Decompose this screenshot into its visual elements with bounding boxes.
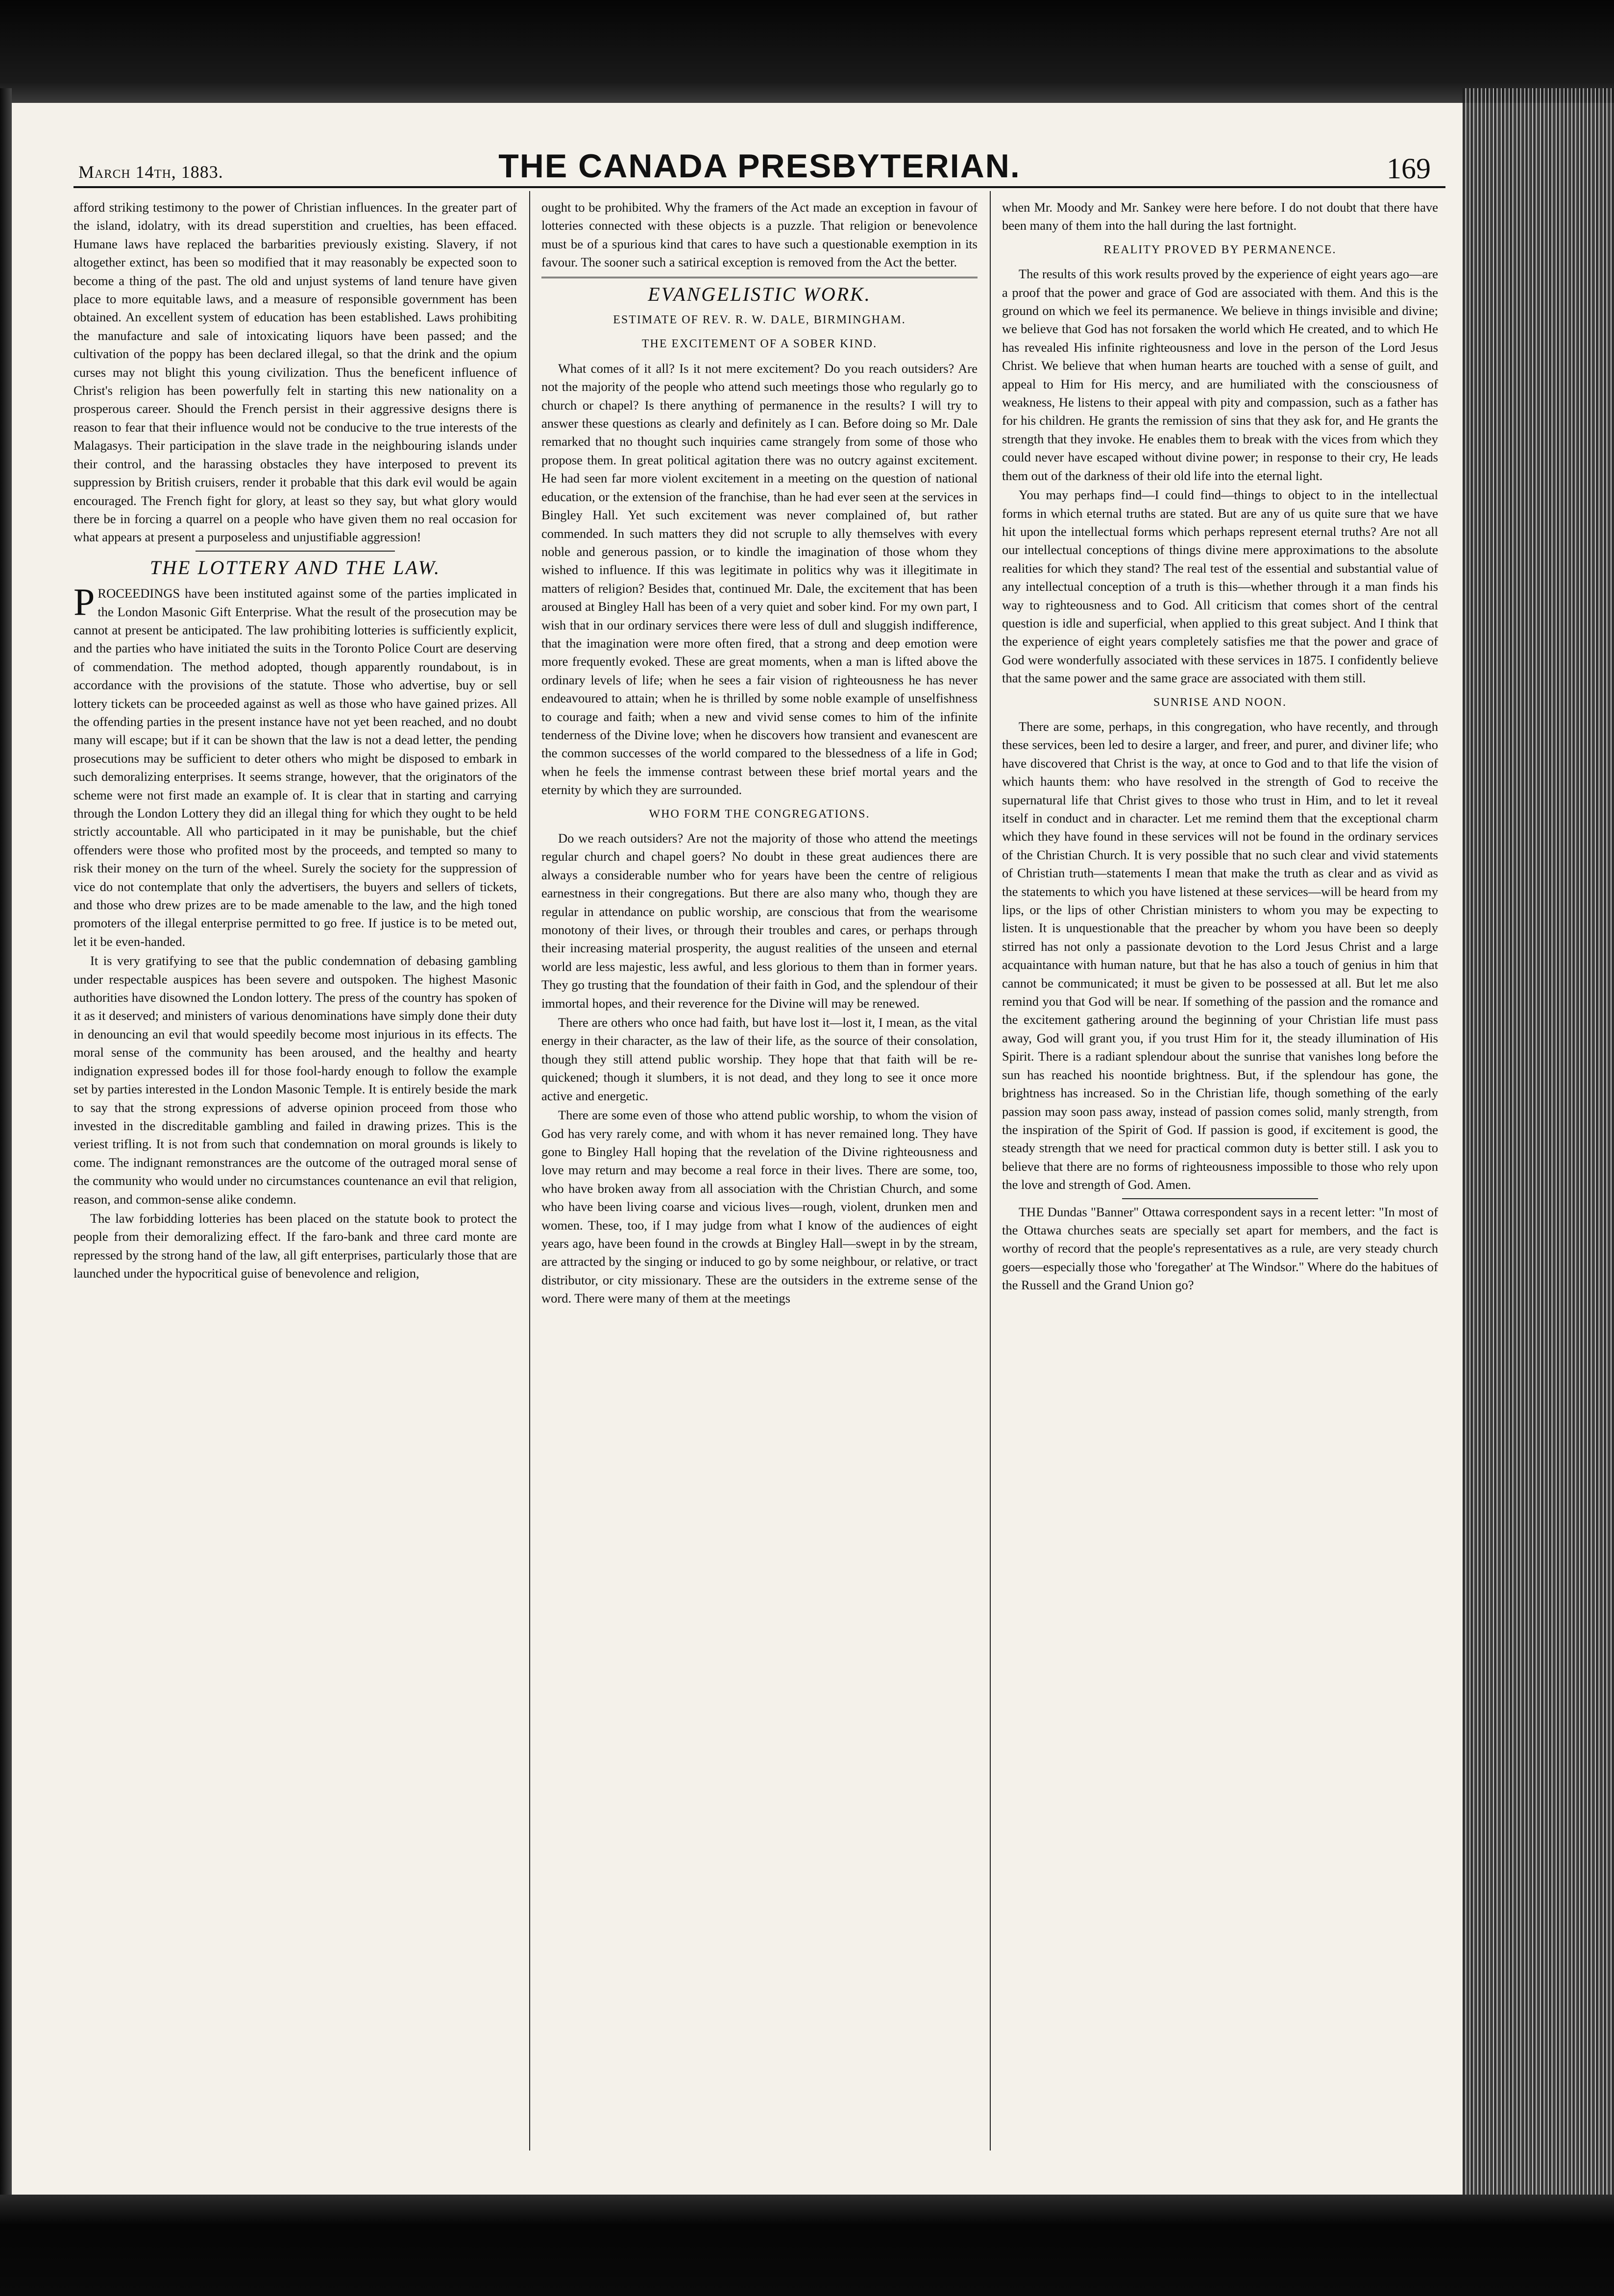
article-paragraph: The results of this work results proved by the experience of eight years ago—are a proof that the power and grace of God are associated with them. And this is the ground on which we feel its permanence. We believe in things invisible and divine; we believe that God has not forsaken the world which He created, and to which He has revealed His infinite righteousness and love in the person of the Lord Jesus Christ. We believe that when human hearts are touched with a sense of guilt, and appeal to Him for His mercy, and are humiliated with the consciousness of weakness, He listens to their appeal with pity and compassion, such as a father has for his children. He grants the remission of sins that they ask for, and He grants the strength that they invoke. He enables them to break with the vices from which they could never have escaped without divine power; in response to their cry, He leads them out of the darkness of their old life into the eternal light.: [1002, 266, 1438, 483]
scan-border-bottom: [0, 2195, 1614, 2296]
column-3: [1002, 198, 1438, 2168]
section-subheading: THE EXCITEMENT OF A SOBER KIND.: [641, 338, 878, 351]
newspaper-page: [73, 118, 1445, 2185]
article-paragraph: What comes of it all? Is it not mere excitement? Do you reach outsiders? Are not the majority of the people who attend such meetings those who regularly go to church or chapel? Is there anything of permanence in the results? I will try to answer these questions as clearly and definitely as I can. Before doing so Mr. Dale remarked that no thought such inquiries came strangely from some of those who propose them. In great political agitation there was no outcry against excitement. He had seen far more violent excitement in a meeting on the question of national education, or the extension of the franchise, than he had ever seen at the services in Bingley Hall. Yet such excitement was never complained of, but rather commended. In such matters they did not scruple to ally themselves with every noble and generous passion, or to kindle the imagination of those whom they wished to influence. If this was legitimate in politics why was it illegitimate in matters of religion? Besides that, continued Mr. Dale, the excitement that has been aroused at Bingley Hall has been of a very quiet and sober kind. For my own part, I wish that in our ordinary services there were less of dull and sluggish indifference, that the imagination were more often fired, that a strong and deep emotion were more frequently evoked. These are great moments, when a man is lifted above the ordinary levels of life; when he sees a fair vision of righteousness he has never endeavoured to attain; when he is thrilled by some noble example of unselfishness to courage and faith; when a new and vivid sense comes to him of the infinite tenderness of the Divine love; when he discovers how transient and evanescent are the common successes of the world compared to the blessedness of a life in God; when he feels the immense contrast between these brief mortal years and the eternity by which they are surrounded.: [541, 361, 978, 798]
article-separator: [541, 277, 978, 278]
column-2: [541, 198, 978, 2168]
masthead-title: THE CANADA PRESBYTERIAN.: [498, 147, 1021, 185]
column-1: [73, 198, 517, 2168]
article-separator: [1122, 1198, 1319, 1199]
page-header: [73, 137, 1445, 186]
article-paragraph: afford striking testimony to the power of Christian influences. In the greater part of the island, idolatry, with its dread superstition and cruelties, has been effaced. Humane laws have replaced the barbarities previously existing. Slavery, if not altogether extinct, has been so modified that it may reasonably be expected soon to become a thing of the past. The old and unjust systems of land tenure have given place to more equitable laws, and a measure of responsible government has been obtained. An excellent system of education has been established. Laws prohibiting the manufacture and sale of intoxicating liquors have been passed; and the cultivation of the poppy has been declared illegal, so that the drink and the opium curses may not blight this young civilization. Thus the beneficent influence of Christ's religion has been powerfully felt in starting this new nationality on a prosperous career. Should the French persist in their aggressive designs there is reason to fear that their influence would not be conducive to the true interests of the Malagasys. Their participation in the slave trade in the neighbouring islands under their control, and the harassing obstacles they have interposed to prevent its suppression by British cruisers, render it probable that this dark evil would be again encouraged. The French fight for glory, at least so they say, but what glory would there be in forcing a quarrel on a people who have given them no real occasion for what appears at present a purposeless and unjustifiable aggression!: [73, 200, 517, 545]
article-subheading: ESTIMATE OF REV. R. W. DALE, BIRMINGHAM.: [613, 314, 906, 327]
article-paragraph: The law forbidding lotteries has been placed on the statute book to protect the people from their demoralizing effect. If the faro-bank and three card monte are repressed by the strong hand of the law, all gift enterprises, particularly those that are launched under the hypocritical guise of benevolence and religion,: [73, 1210, 517, 1281]
column-divider: [529, 191, 530, 2151]
scan-border-right: [1463, 88, 1614, 2209]
article-paragraph: [73, 580, 517, 951]
scan-border-top: [0, 0, 1614, 103]
section-subheading: WHO FORM THE CONGREGATIONS.: [649, 807, 870, 821]
drop-cap: P: [73, 580, 95, 624]
article-paragraph: Do we reach outsiders? Are not the majority of those who attend the meetings regular church and chapel goers? No doubt in these great audiences there are always a considerable number who for years have been the centre of religious earnestness in their congregations. But there are also many who, though they are regular in attendance on public worship, are conscious that from the wearisome monotony of their lives, or through their troubles and cares, or perhaps through their increasing material prosperity, the august realities of the unseen and eternal world are less majestic, less awful, and less glorious to them than in former years. They go trusting that the foundation of their faith in God, and the splendour of their immortal hopes, and their reverence for the Divine will may be renewed.: [541, 831, 978, 1011]
column-divider: [990, 191, 991, 2151]
header-rule: [73, 186, 1445, 188]
section-subheading: REALITY PROVED BY PERMANENCE.: [1103, 243, 1337, 256]
article-paragraph: You may perhaps find—I could find—things to object to in the intellectual forms in which eternal truths are stated. But are any of us quite sure that we have hit upon the intellectual forms which perhaps represent eternal truths? Are not all our intellectual conceptions of things divine mere approximations to the absolute realities for which they stand? The real test of the essential and substantial value of any intellectual conception of a truth is this—whether through it a man finds his way to righteousness and to God. All criticism that comes short of the central question is idle and superficial, when applied to this great subject. And I think that the experience of eight years completely satisfies me that the power and grace of God were wonderfully associated with these services in 1875. I confidently believe that the same power and the same grace are associated with them still.: [1002, 487, 1438, 686]
article-separator: [196, 551, 395, 552]
article-paragraph: There are others who once had faith, but have lost it—lost it, I mean, as the vital energy in their character, as the law of their life, as the source of their consolation, though they still attend public worship. They hope that that faith will be re-quickened; though it slumbers, it is not dead, and they long to see it once more active and energetic.: [541, 1015, 978, 1103]
lead-text: ROCEEDINGS have been instituted against some of the parties implicated in the London Masonic Gift Enterprise. What the result of the prosecution may be cannot at present be anticipated. The law prohibiting lotteries is sufficiently explicit, and the parties who have initiated the suits in the Toronto Police Court are deserving of commendation. The method adopted, though apparently roundabout, is in accordance with the provisions of the statute. Those who advertise, buy or sell lottery tickets can be proceeded against as well as those who have gained prizes. All the offending parties in the present instance have not yet been reached, and no doubt many will escape; but if it can be shown that the law is not a dead letter, the pending prosecutions may be sufficient to deter others who might be disposed to embark in such demoralizing enterprises. It seems strange, however, that the originators of the scheme were not first made an example of. It is clear that in starting and carrying through the London Lottery they did an illegal thing for which they ought to be held strictly accountable. All who participated in it may be punishable, but the chief offenders were those who profited most by the proceeds, and tempted so many to risk their money on the turn of the wheel. Surely the society for the suppression of vice do not contemplate that only the advertisers, the buyers and sellers of tickets, and those who drew prizes are to be made amenable to the law, and the high toned promoters of the illegal enterprise permitted to go free. If justice is to be meted out, let it be even-handed.: [73, 586, 517, 949]
article-paragraph: ought to be prohibited. Why the framers of the Act made an exception in favour of lotteries connected with these objects is a puzzle. That religion or benevolence must be of a spurious kind that cares to have such a questionable exemption in its favour. The sooner such a satirical exception is removed from the Act the better.: [541, 200, 978, 270]
article-headline-evangelistic: EVANGELISTIC WORK.: [648, 283, 871, 305]
article-paragraph: It is very gratifying to see that the public condemnation of debasing gambling under respectable auspices has been severe and outspoken. The highest Masonic authorities have disowned the London lottery. The press of the country has spoken of it as it deserved; and ministers of various denominations have simply done their duty in denouncing an evil that would speedily become most injurious in its effects. The moral sense of the community has been aroused, and the healthy and hearty indignation expressed bodes ill for those fool-hardy enough to follow the example set by parties interested in the London Masonic Temple. It is entirely beside the mark to say that the strong expressions of adverse opinion proceed from those who invested in the discreditable gambling and failed in drawing prizes. This is the veriest trifling. It is not from such that condemnation on moral grounds is likely to come. The indignant remonstrances are the outcome of the outraged moral sense of the community who would under no circumstances countenance an evil that religion, reason, and common-sense alike condemn.: [73, 953, 517, 1207]
section-subheading: SUNRISE AND NOON.: [1153, 696, 1287, 709]
page-number: 169: [1387, 152, 1431, 185]
issue-date: March 14th, 1883.: [78, 162, 223, 182]
article-paragraph: There are some, perhaps, in this congregation, who have recently, and through these services, been led to desire a larger, and freer, and purer, and diviner life; who have discovered that Christ is the way, at once to God and to that life the vision of which haunts them: who have resolved in the strength of God to receive the supernatural life that Christ gives to those who trust in Him, and to let it reveal itself in conduct and in character. Let me remind them that the exceptional charm which they have found in these services will not be found in the ordinary services of the Christian Church. It is very possible that no such clear and vivid statements of Christian truth—statements I mean that make the truth as clear and as vivid as the statements to which you have listened at these services—will be heard from my lips, or the lips of other Christian ministers to whom you may be expecting to listen. It is unquestionable that the preacher by whom you have been so deeply stirred has not only a passionate devotion to the Lord Jesus Christ and a large acquaintance with human nature, but that he has also a touch of genius in him that cannot be communicated; it must be given to be possessed at all. But let me also remind you that God will be near. If something of the passion and the romance and the excitement gathering around the beginning of your Christian life must pass away, God will grant you, if you trust Him for it, the steady illumination of His Spirit. There is a radiant splendour about the sunrise that vanishes long before the sun has reached his noontide brightness. But, if the splendour has gone, the brightness has increased. So in the Christian life, though something of the early passion may soon pass away, instead of passion comes solid, manly strength, from the inspiration of the Spirit of God. If passion is good, if excitement is good, the steady strength that we need for practical common duty is better still. I ask you to believe that there are no forms of righteousness impossible to those who rely upon the love and strength of God. Amen.: [1002, 719, 1438, 1192]
article-paragraph: There are some even of those who attend public worship, to whom the vision of God has very rarely come, and with whom it has never remained long. They have gone to Bingley Hall hoping that the revelation of the Divine righteousness and love may return and may become a real force in their lives. There are some, too, who have broken away from all association with the Christian Church, and some who have been living coarse and vicious lives—rough, violent, drunken men and women. These, too, if I may judge from what I know of the audiences of eight years ago, have been found in the crowds at Bingley Hall—swept in by the stream, are attracted by the singing or induced to go by some neighbour, or relative, or tract distributor, or city missionary. These are the outsiders in the extreme sense of the word. There were many of them at the meetings: [541, 1108, 978, 1306]
scan-border-left: [0, 88, 12, 2209]
article-paragraph: when Mr. Moody and Mr. Sankey were here before. I do not doubt that there have been many of them into the hall during the last fortnight.: [1002, 200, 1438, 233]
article-headline-lottery: THE LOTTERY AND THE LAW.: [149, 556, 441, 579]
news-item-paragraph: THE Dundas "Banner" Ottawa correspondent says in a recent letter: "In most of the Ottawa churches seats are specially set apart for members, and the fact is worthy of record that the people's representatives as a rule, are very steady church goers—especially those who 'foregather' at The Windsor." Where do the habitues of the Russell and the Grand Union go?: [1002, 1204, 1438, 1293]
